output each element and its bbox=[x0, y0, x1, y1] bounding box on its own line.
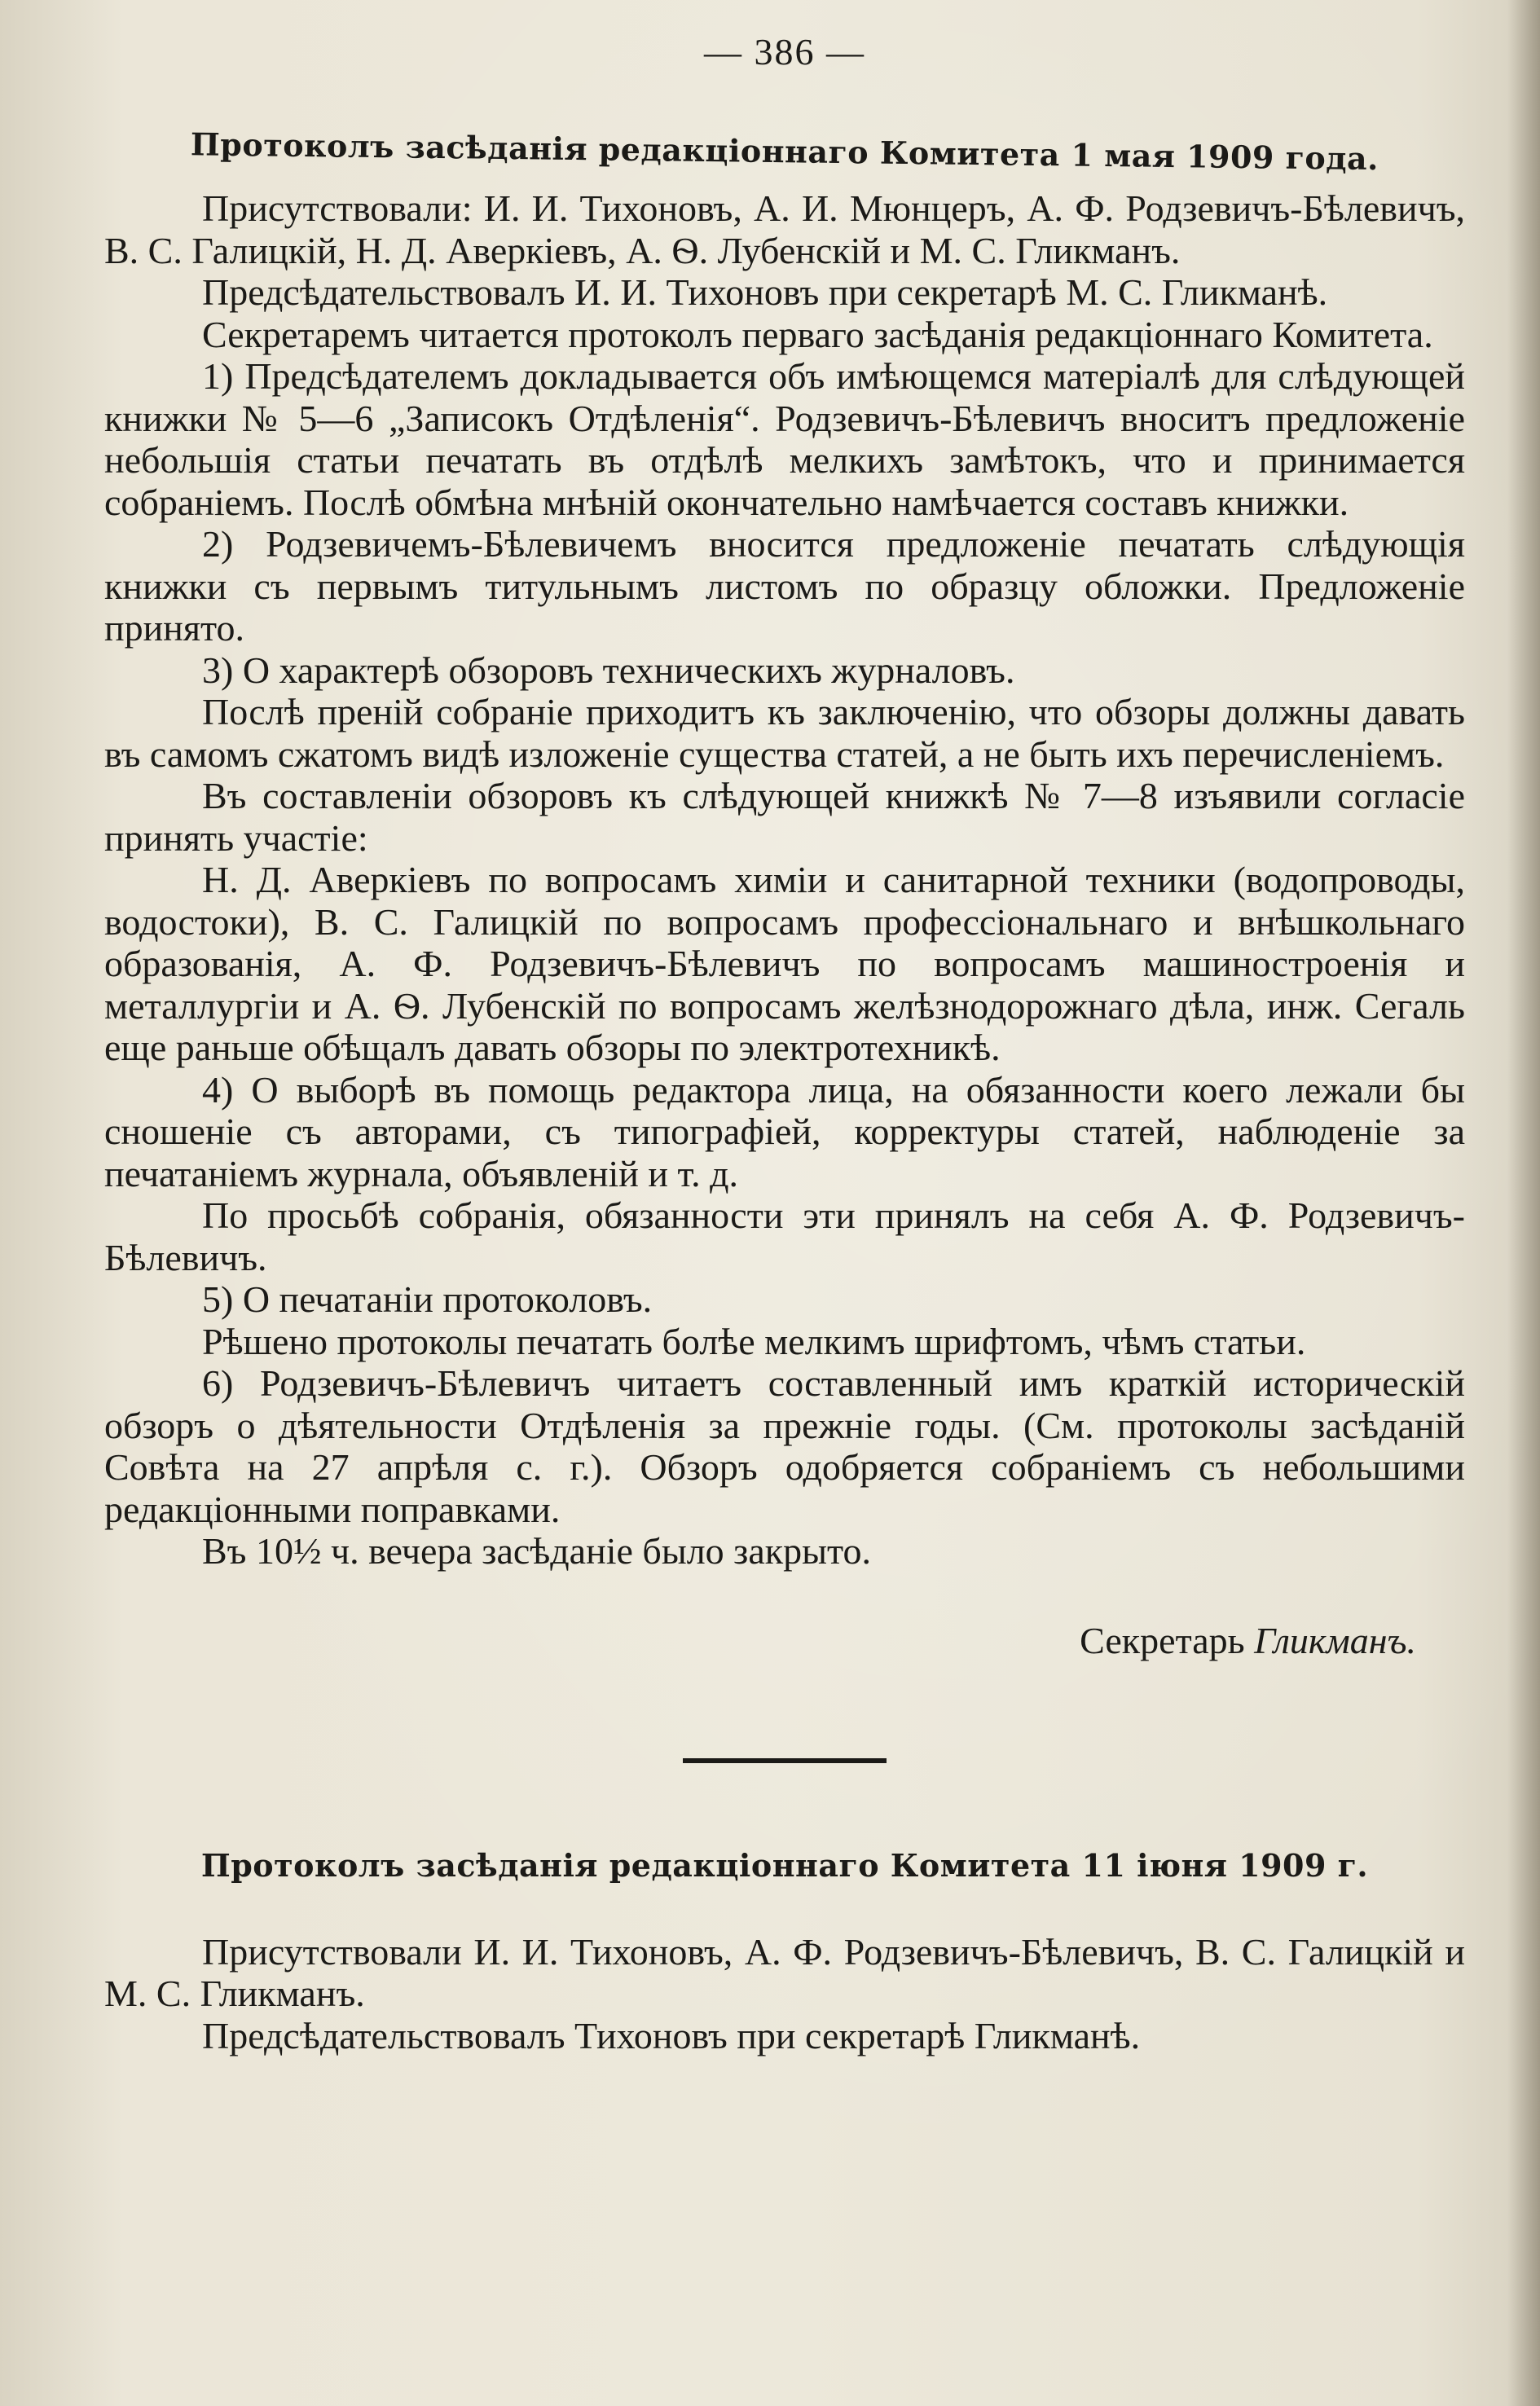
page-number: — 386 — bbox=[704, 31, 865, 73]
paragraph: Присутствовали: И. И. Тихоновъ, А. И. Мюнцеръ, А. Ф. Родзевичъ-Бѣлевичъ, В. С. Галицкій, Н. Д. Аверкіевъ, А. Ѳ. Лубенскій и М. С. Гликманъ. bbox=[104, 187, 1465, 271]
paragraph: 4) О выборѣ въ помощь редактора лица, на обязанности коего лежали бы сношеніе съ авторами, съ типографіей, корректуры статей, наблюденіе за печатаніемъ журнала, объявленій и т. д. bbox=[104, 1068, 1465, 1194]
paragraph: Н. Д. Аверкіевъ по вопросамъ химіи и санитарной техники (водопроводы, водостоки), В. С. Галицкій по вопросамъ профессіональнаго и внѣшкольнаго образованія, А. Ф. Родзевичъ-Бѣлевичъ по вопросамъ машиностроенія и металлургіи и А. Ѳ. Лубенскій по вопросамъ желѣзнодорожнаго дѣла, инж. Сегаль еще раньше обѣщалъ давать обзоры по электротехникѣ. bbox=[104, 859, 1465, 1068]
paragraph: Секретаремъ читается протоколъ перваго засѣданія редакціоннаго Комитета. bbox=[202, 313, 1433, 355]
signature-name: Гликманъ. bbox=[1254, 1619, 1416, 1661]
section-2-body bbox=[104, 1931, 1465, 2057]
paragraph: По просьбѣ собранія, обязанности эти принялъ на себя А. Ф. Родзевичъ-Бѣлевичъ. bbox=[104, 1194, 1465, 1278]
section-divider bbox=[683, 1758, 887, 1763]
section-1-body bbox=[104, 187, 1465, 1572]
paragraph: Въ составленіи обзоровъ къ слѣдующей книжкѣ № 7—8 изъявили согласіе принять участіе: bbox=[104, 775, 1465, 859]
paragraph: 1) Предсѣдателемъ докладывается объ имѣющемся матеріалѣ для слѣдующей книжки № 5—6 „Записокъ Отдѣленія“. Родзевичъ-Бѣлевичъ вноситъ предложеніе небольшія статьи печатать въ отдѣлѣ мелкихъ замѣтокъ, что и принимается собраніемъ. Послѣ обмѣна мнѣній окончательно намѣчается составъ книжки. bbox=[104, 355, 1465, 523]
page-edge-shadow bbox=[1507, 0, 1540, 2406]
paragraph: Присутствовали И. И. Тихоновъ, А. Ф. Родзевичъ-Бѣлевичъ, В. С. Галицкій и М. С. Гликманъ. bbox=[104, 1930, 1465, 2014]
paragraph: Рѣшено протоколы печатать болѣе мелкимъ шрифтомъ, чѣмъ статьи. bbox=[202, 1320, 1306, 1362]
section-2-heading: Протоколъ засѣданія редакціоннаго Комитета 11 іюня 1909 г. bbox=[200, 1846, 1369, 1884]
paragraph: Послѣ преній собраніе приходитъ къ заключенію, что обзоры должны давать въ самомъ сжатомъ видѣ изложеніе существа статей, а не быть ихъ перечисленіемъ. bbox=[104, 691, 1465, 775]
section-1-heading: Протоколъ засѣданія редакціоннаго Комитета 1 мая 1909 года. bbox=[190, 125, 1379, 178]
paragraph: 5) О печатаніи протоколовъ. bbox=[202, 1278, 653, 1320]
paragraph: 2) Родзевичемъ-Бѣлевичемъ вносится предложеніе печатать слѣдующія книжки съ первымъ титульнымъ листомъ по образцу обложки. Предложеніе принято. bbox=[104, 523, 1465, 649]
signature-line bbox=[104, 1620, 1416, 1662]
page-content bbox=[104, 20, 1465, 2056]
signature-label: Секретарь bbox=[1080, 1619, 1245, 1661]
paragraph: Предсѣдательствовалъ И. И. Тихоновъ при секретарѣ М. С. Гликманѣ. bbox=[202, 271, 1328, 313]
paragraph: 6) Родзевичъ-Бѣлевичъ читаетъ составленный имъ краткій историческій обзоръ о дѣятельности Отдѣленія за прежніе годы. (См. протоколы засѣданій Совѣта на 27 апрѣля с. г.). Обзоръ одобряется собраніемъ съ небольшими редакціонными поправками. bbox=[104, 1362, 1465, 1530]
paragraph: Предсѣдательствовалъ Тихоновъ при секретарѣ Гликманѣ. bbox=[202, 2014, 1141, 2056]
paragraph: Въ 10½ ч. вечера засѣданіе было закрыто. bbox=[202, 1530, 872, 1572]
paragraph: 3) О характерѣ обзоровъ техническихъ журналовъ. bbox=[202, 649, 1015, 691]
